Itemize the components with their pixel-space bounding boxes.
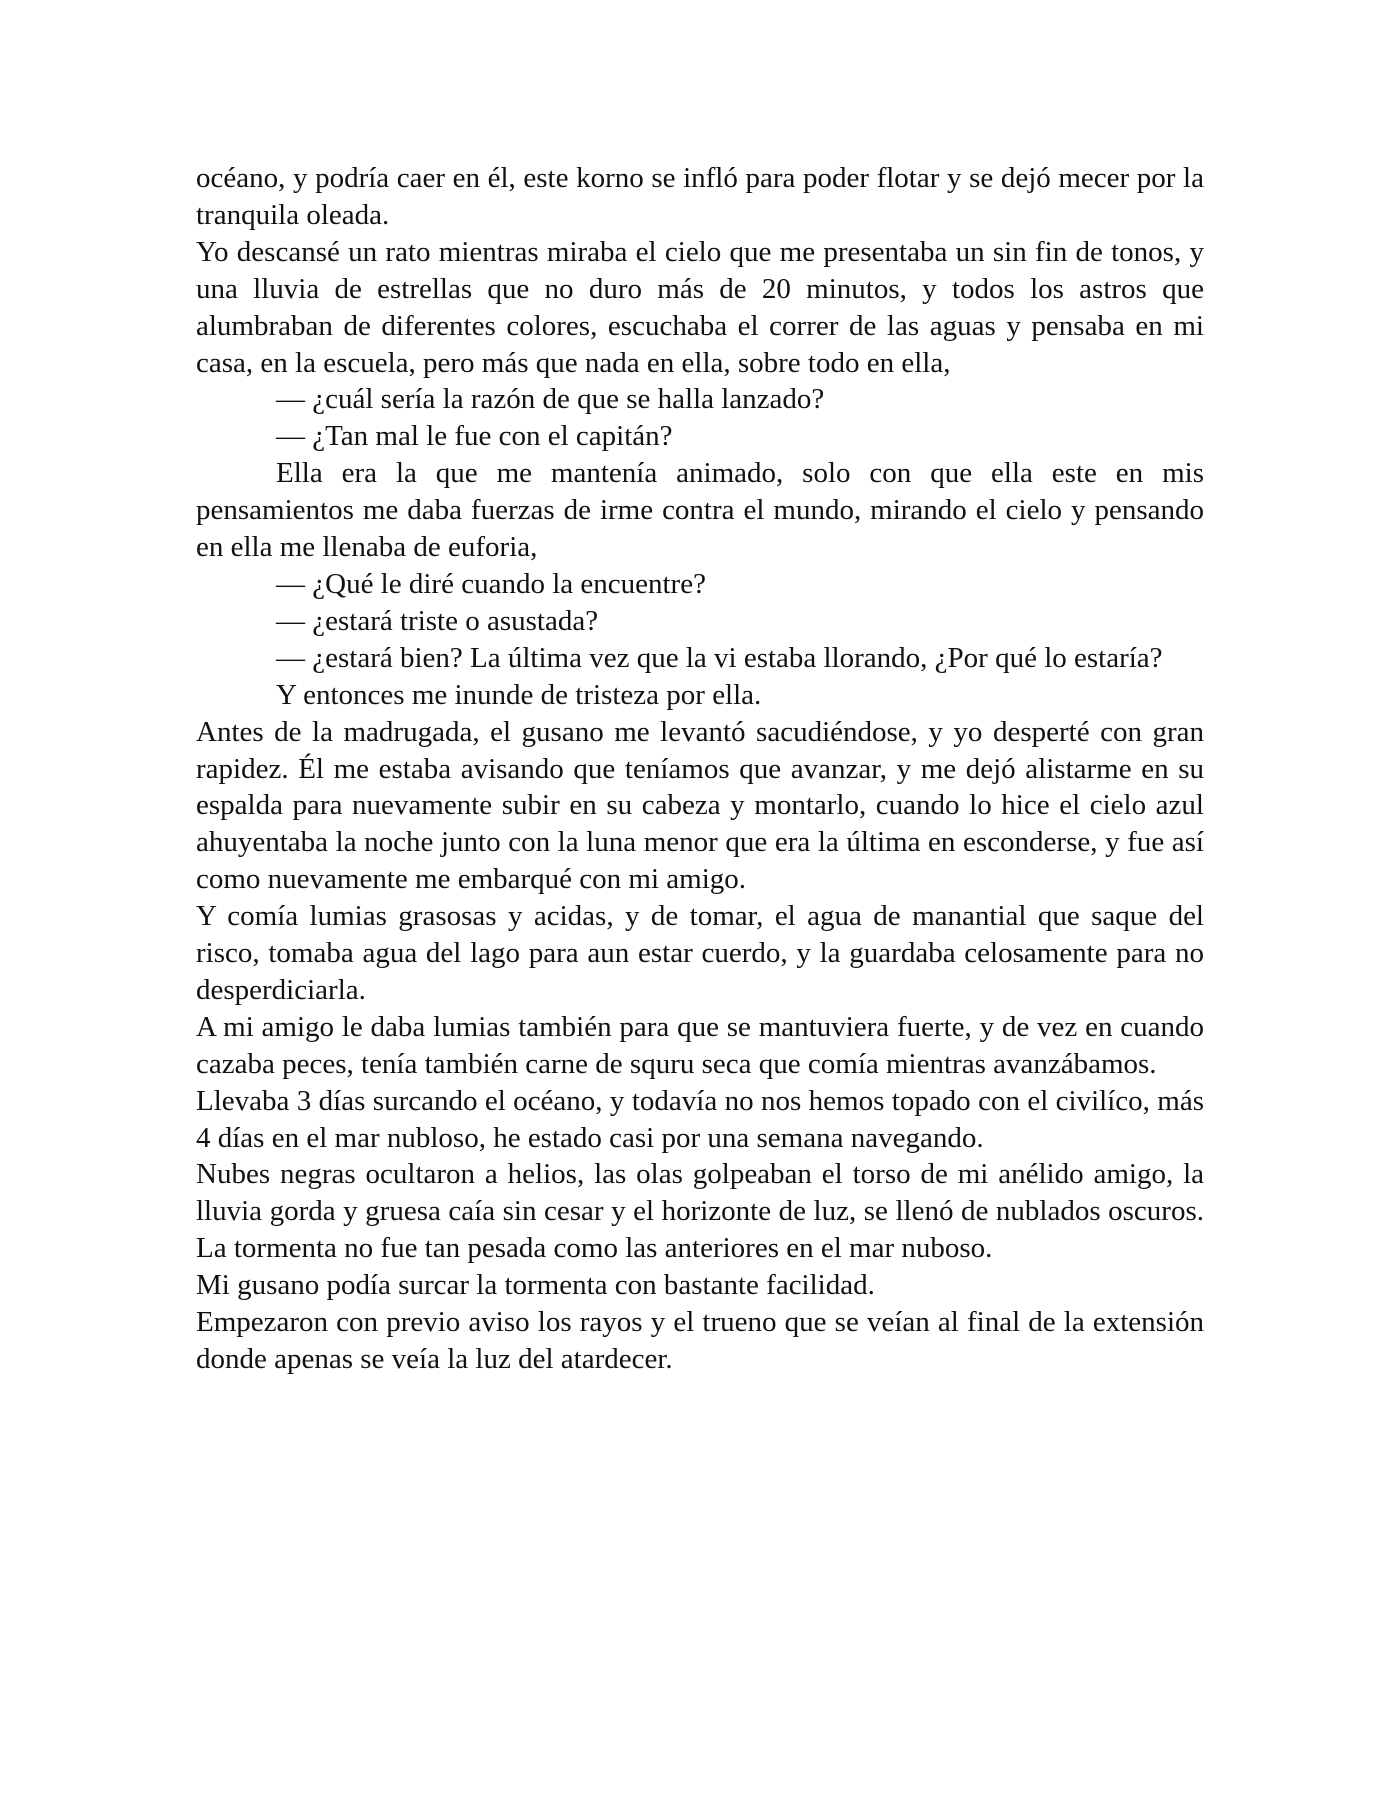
paragraph: Mi gusano podía surcar la tormenta con bastante facilidad.	[196, 1269, 875, 1302]
paragraph: Yo descansé un rato mientras miraba el cielo que me presentaba un sin fin de tonos, y una lluvia de estrellas que no duro más de 20 minutos, y todos los astros que alumbraban de diferentes colores, escuchaba el correr de las aguas y pensaba en mi casa, en la escuela, pero más que nada en ella, sobre todo en ella,	[196, 235, 1204, 379]
paragraph: Ella era la que me mantenía animado, solo con que ella este en mis pensamientos me daba fuerzas de irme contra el mundo, mirando el cielo y pensando en ella me llenaba de euforia,	[196, 457, 1204, 564]
paragraph: Antes de la madrugada, el gusano me levantó sacudiéndose, y yo desperté con gran rapidez. Él me estaba avisando que teníamos que avanzar, y me dejó alistarme en su espalda para nuevamente subir en su cabeza y montarlo, cuando lo hice el cielo azul ahuyentaba la noche junto con la luna menor que era la última en esconderse, y fue así como nuevamente me embarqué con mi amigo.	[196, 715, 1204, 896]
paragraph: Empezaron con previo aviso los rayos y el trueno que se veían al final de la extensión donde apenas se veía la luz del atardecer.	[196, 1306, 1204, 1375]
dialogue-line: — ¿estará bien? La última vez que la vi estaba llorando, ¿Por qué lo estaría?	[276, 641, 1163, 674]
dialogue-line: — ¿Qué le diré cuando la encuentre?	[276, 567, 706, 600]
dialogue-line: — ¿Tan mal le fue con el capitán?	[276, 420, 673, 453]
dialogue-line: — ¿cuál sería la razón de que se halla lanzado?	[276, 383, 825, 416]
paragraph: océano, y podría caer en él, este korno se infló para poder flotar y se dejó mecer por la tranquila oleada.	[196, 162, 1204, 231]
paragraph: Llevaba 3 días surcando el océano, y todavía no nos hemos topado con el civilíco, más 4 días en el mar nubloso, he estado casi por una semana navegando.	[196, 1084, 1204, 1154]
paragraph: Y comía lumias grasosas y acidas, y de tomar, el agua de manantial que saque del risco, tomaba agua del lago para aun estar cuerdo, y la guardaba celosamente para no desperdiciarla.	[196, 900, 1204, 1006]
body-text	[196, 160, 1204, 1378]
dialogue-line: — ¿estará triste o asustada?	[276, 604, 599, 637]
paragraph: A mi amigo le daba lumias también para que se mantuviera fuerte, y de vez en cuando cazaba peces, tenía también carne de squru seca que comía mientras avanzábamos.	[196, 1010, 1204, 1080]
paragraph: Y entonces me inunde de tristeza por ella.	[276, 678, 762, 711]
paragraph: Nubes negras ocultaron a helios, las olas golpeaban el torso de mi anélido amigo, la lluvia gorda y gruesa caía sin cesar y el horizonte de luz, se llenó de nublados oscuros. La tormenta no fue tan pesada como las anteriores en el mar nuboso.	[196, 1158, 1204, 1265]
